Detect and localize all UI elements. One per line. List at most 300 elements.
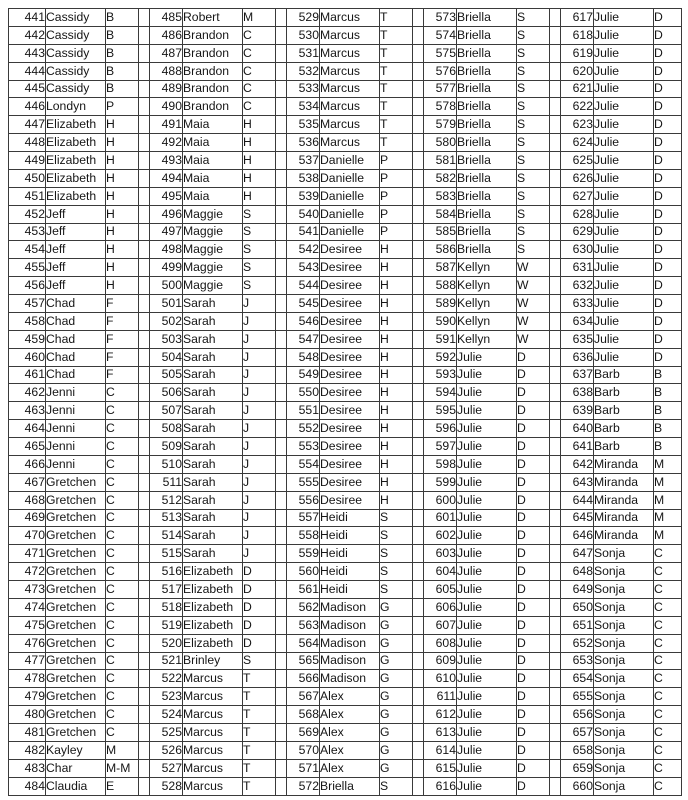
column-spacer	[413, 187, 424, 205]
entry-code: H	[380, 312, 413, 330]
column-spacer	[550, 80, 561, 98]
entry-name: Julie	[594, 62, 654, 80]
entry-code: D	[517, 545, 550, 563]
entry-number: 514	[150, 527, 183, 545]
column-spacer	[413, 277, 424, 295]
entry-number: 486	[150, 26, 183, 44]
entry-name: Maia	[183, 187, 243, 205]
entry-name: Sarah	[183, 455, 243, 473]
entry-name: Alex	[320, 688, 380, 706]
entry-code: F	[106, 366, 139, 384]
column-spacer	[413, 741, 424, 759]
entry-code: S	[243, 652, 276, 670]
entry-number: 623	[561, 116, 594, 134]
column-spacer	[413, 9, 424, 27]
entry-name: Briella	[457, 241, 517, 259]
entry-code: H	[106, 259, 139, 277]
column-spacer	[550, 598, 561, 616]
entry-code: C	[106, 563, 139, 581]
entry-name: Briella	[457, 187, 517, 205]
column-spacer	[413, 348, 424, 366]
entry-name: Briella	[320, 777, 380, 795]
column-spacer	[550, 152, 561, 170]
entry-code: C	[243, 44, 276, 62]
entry-number: 549	[287, 366, 320, 384]
entry-number: 568	[287, 706, 320, 724]
table-row	[9, 438, 682, 456]
entry-name: Miranda	[594, 455, 654, 473]
column-spacer	[276, 545, 287, 563]
entry-number: 569	[287, 724, 320, 742]
table-row	[9, 223, 682, 241]
column-spacer	[139, 366, 150, 384]
entry-number: 612	[424, 706, 457, 724]
table-row	[9, 80, 682, 98]
entry-name: Alex	[320, 706, 380, 724]
entry-code: J	[243, 366, 276, 384]
entry-number: 610	[424, 670, 457, 688]
column-spacer	[276, 277, 287, 295]
entry-code: H	[106, 277, 139, 295]
table-row	[9, 724, 682, 742]
entry-code: H	[380, 455, 413, 473]
entry-number: 461	[9, 366, 46, 384]
entry-name: Madison	[320, 616, 380, 634]
entry-code: D	[517, 473, 550, 491]
entry-number: 478	[9, 670, 46, 688]
entry-code: D	[654, 348, 682, 366]
column-spacer	[139, 312, 150, 330]
entry-name: Gretchen	[46, 706, 106, 724]
entry-number: 585	[424, 223, 457, 241]
entry-number: 587	[424, 259, 457, 277]
entry-code: S	[380, 563, 413, 581]
column-spacer	[276, 259, 287, 277]
entry-name: Sarah	[183, 509, 243, 527]
entry-code: H	[380, 295, 413, 313]
entry-code: C	[106, 438, 139, 456]
entry-number: 632	[561, 277, 594, 295]
entry-number: 460	[9, 348, 46, 366]
entry-number: 462	[9, 384, 46, 402]
entry-code: D	[243, 616, 276, 634]
entry-number: 509	[150, 438, 183, 456]
entry-name: Julie	[457, 473, 517, 491]
entry-name: Julie	[594, 169, 654, 187]
entry-number: 565	[287, 652, 320, 670]
entry-number: 640	[561, 420, 594, 438]
entry-code: J	[243, 545, 276, 563]
entry-name: Julie	[457, 688, 517, 706]
entry-code: G	[380, 616, 413, 634]
entry-code: J	[243, 491, 276, 509]
entry-name: Barb	[594, 384, 654, 402]
column-spacer	[276, 634, 287, 652]
entry-number: 606	[424, 598, 457, 616]
entry-number: 536	[287, 134, 320, 152]
column-spacer	[413, 670, 424, 688]
column-spacer	[550, 402, 561, 420]
entry-code: T	[380, 116, 413, 134]
entry-name: Sonja	[594, 563, 654, 581]
entry-name: Jeff	[46, 223, 106, 241]
entry-name: Julie	[457, 706, 517, 724]
entry-code: J	[243, 330, 276, 348]
entry-name: Maggie	[183, 223, 243, 241]
entry-name: Heidi	[320, 563, 380, 581]
entry-name: Danielle	[320, 223, 380, 241]
entry-code: W	[517, 312, 550, 330]
column-spacer	[276, 62, 287, 80]
column-spacer	[550, 438, 561, 456]
entry-number: 519	[150, 616, 183, 634]
entry-code: H	[106, 241, 139, 259]
entry-name: Gretchen	[46, 616, 106, 634]
entry-name: Briella	[457, 205, 517, 223]
entry-number: 479	[9, 688, 46, 706]
column-spacer	[550, 473, 561, 491]
entry-code: T	[380, 80, 413, 98]
entry-code: S	[380, 581, 413, 599]
column-spacer	[550, 670, 561, 688]
entry-code: C	[654, 616, 682, 634]
entry-name: Kellyn	[457, 330, 517, 348]
entry-code: H	[380, 384, 413, 402]
entry-number: 609	[424, 652, 457, 670]
entry-name: Desiree	[320, 420, 380, 438]
entry-name: Jeff	[46, 205, 106, 223]
entry-number: 617	[561, 9, 594, 27]
column-spacer	[413, 80, 424, 98]
column-spacer	[550, 98, 561, 116]
entry-name: Desiree	[320, 473, 380, 491]
entry-number: 503	[150, 330, 183, 348]
entry-name: Jenni	[46, 420, 106, 438]
entry-name: Claudia	[46, 777, 106, 795]
entry-number: 634	[561, 312, 594, 330]
table-row	[9, 9, 682, 27]
column-spacer	[413, 706, 424, 724]
entry-number: 635	[561, 330, 594, 348]
table-row	[9, 169, 682, 187]
entry-number: 446	[9, 98, 46, 116]
entry-name: Desiree	[320, 277, 380, 295]
entry-number: 463	[9, 402, 46, 420]
column-spacer	[276, 670, 287, 688]
column-spacer	[550, 312, 561, 330]
entry-name: Jenni	[46, 455, 106, 473]
column-spacer	[139, 98, 150, 116]
column-spacer	[550, 545, 561, 563]
entry-name: Elizabeth	[183, 634, 243, 652]
entry-code: D	[243, 581, 276, 599]
entry-number: 566	[287, 670, 320, 688]
entry-name: Madison	[320, 598, 380, 616]
entry-name: Sonja	[594, 652, 654, 670]
entry-code: B	[106, 80, 139, 98]
entry-code: D	[654, 187, 682, 205]
entry-code: S	[517, 241, 550, 259]
entry-number: 488	[150, 62, 183, 80]
entry-number: 499	[150, 259, 183, 277]
column-spacer	[413, 777, 424, 795]
entry-code: B	[654, 438, 682, 456]
entry-code: B	[106, 62, 139, 80]
entry-name: Julie	[457, 384, 517, 402]
entry-number: 651	[561, 616, 594, 634]
entry-name: Briella	[457, 80, 517, 98]
entry-number: 599	[424, 473, 457, 491]
entry-code: D	[517, 688, 550, 706]
entry-code: C	[654, 545, 682, 563]
entry-number: 637	[561, 366, 594, 384]
entry-code: T	[380, 44, 413, 62]
column-spacer	[139, 777, 150, 795]
entry-number: 482	[9, 741, 46, 759]
column-spacer	[413, 438, 424, 456]
entry-code: E	[106, 777, 139, 795]
entry-name: Julie	[457, 509, 517, 527]
table-row	[9, 581, 682, 599]
entry-number: 578	[424, 98, 457, 116]
entry-code: H	[380, 348, 413, 366]
column-spacer	[413, 295, 424, 313]
entry-name: Chad	[46, 330, 106, 348]
entry-code: C	[106, 688, 139, 706]
entry-code: D	[517, 741, 550, 759]
entry-number: 527	[150, 759, 183, 777]
entry-name: Barb	[594, 402, 654, 420]
entry-name: Julie	[457, 724, 517, 742]
entry-name: Gretchen	[46, 670, 106, 688]
entry-number: 550	[287, 384, 320, 402]
entry-number: 468	[9, 491, 46, 509]
entry-number: 631	[561, 259, 594, 277]
column-spacer	[276, 688, 287, 706]
table-row	[9, 205, 682, 223]
column-spacer	[276, 759, 287, 777]
entry-number: 649	[561, 581, 594, 599]
entry-code: G	[380, 634, 413, 652]
entry-code: B	[106, 9, 139, 27]
entry-number: 532	[287, 62, 320, 80]
entry-code: S	[243, 259, 276, 277]
column-spacer	[413, 98, 424, 116]
column-spacer	[139, 348, 150, 366]
entry-number: 643	[561, 473, 594, 491]
column-spacer	[139, 491, 150, 509]
column-spacer	[413, 652, 424, 670]
entry-code: C	[106, 455, 139, 473]
entry-code: S	[517, 62, 550, 80]
column-spacer	[550, 491, 561, 509]
roster-table	[8, 8, 682, 796]
column-spacer	[139, 420, 150, 438]
entry-code: D	[517, 438, 550, 456]
entry-code: M	[654, 491, 682, 509]
table-row	[9, 26, 682, 44]
table-row	[9, 98, 682, 116]
column-spacer	[139, 509, 150, 527]
table-row	[9, 402, 682, 420]
column-spacer	[550, 259, 561, 277]
entry-code: W	[517, 259, 550, 277]
entry-number: 545	[287, 295, 320, 313]
entry-name: Julie	[594, 44, 654, 62]
entry-number: 575	[424, 44, 457, 62]
entry-number: 449	[9, 152, 46, 170]
column-spacer	[139, 759, 150, 777]
entry-number: 530	[287, 26, 320, 44]
entry-number: 508	[150, 420, 183, 438]
entry-number: 611	[424, 688, 457, 706]
column-spacer	[413, 384, 424, 402]
table-row	[9, 62, 682, 80]
entry-number: 513	[150, 509, 183, 527]
entry-name: Elizabeth	[46, 152, 106, 170]
entry-code: T	[380, 9, 413, 27]
entry-code: F	[106, 312, 139, 330]
entry-name: Miranda	[594, 509, 654, 527]
table-row	[9, 455, 682, 473]
column-spacer	[276, 44, 287, 62]
entry-number: 614	[424, 741, 457, 759]
entry-name: Julie	[594, 9, 654, 27]
entry-code: J	[243, 420, 276, 438]
entry-code: S	[517, 152, 550, 170]
column-spacer	[413, 241, 424, 259]
entry-code: B	[654, 402, 682, 420]
column-spacer	[276, 116, 287, 134]
column-spacer	[139, 295, 150, 313]
entry-code: T	[243, 670, 276, 688]
column-spacer	[139, 44, 150, 62]
entry-number: 480	[9, 706, 46, 724]
entry-code: T	[380, 98, 413, 116]
column-spacer	[413, 134, 424, 152]
entry-name: Kellyn	[457, 295, 517, 313]
entry-code: S	[517, 80, 550, 98]
entry-code: M-M	[106, 759, 139, 777]
entry-code: S	[243, 277, 276, 295]
entry-name: Gretchen	[46, 581, 106, 599]
entry-name: Maggie	[183, 259, 243, 277]
entry-code: D	[517, 563, 550, 581]
entry-code: S	[380, 545, 413, 563]
table-row	[9, 634, 682, 652]
entry-code: B	[106, 44, 139, 62]
column-spacer	[139, 187, 150, 205]
column-spacer	[550, 9, 561, 27]
entry-name: Briella	[457, 152, 517, 170]
entry-code: H	[380, 366, 413, 384]
entry-name: Miranda	[594, 473, 654, 491]
entry-code: D	[654, 223, 682, 241]
entry-number: 515	[150, 545, 183, 563]
entry-name: Alex	[320, 724, 380, 742]
entry-number: 497	[150, 223, 183, 241]
column-spacer	[139, 259, 150, 277]
entry-number: 582	[424, 169, 457, 187]
entry-number: 633	[561, 295, 594, 313]
table-row	[9, 741, 682, 759]
entry-number: 652	[561, 634, 594, 652]
entry-name: Sonja	[594, 759, 654, 777]
entry-number: 620	[561, 62, 594, 80]
entry-code: G	[380, 652, 413, 670]
entry-name: Sonja	[594, 670, 654, 688]
column-spacer	[413, 330, 424, 348]
entry-name: Briella	[457, 116, 517, 134]
entry-name: Alex	[320, 741, 380, 759]
entry-number: 654	[561, 670, 594, 688]
column-spacer	[276, 402, 287, 420]
column-spacer	[413, 491, 424, 509]
entry-name: Madison	[320, 670, 380, 688]
entry-number: 659	[561, 759, 594, 777]
column-spacer	[276, 509, 287, 527]
entry-number: 570	[287, 741, 320, 759]
entry-number: 447	[9, 116, 46, 134]
column-spacer	[550, 205, 561, 223]
column-spacer	[139, 527, 150, 545]
entry-code: C	[106, 616, 139, 634]
table-row	[9, 652, 682, 670]
column-spacer	[413, 402, 424, 420]
entry-number: 598	[424, 455, 457, 473]
column-spacer	[413, 634, 424, 652]
entry-name: Elizabeth	[183, 581, 243, 599]
entry-number: 485	[150, 9, 183, 27]
entry-code: D	[654, 62, 682, 80]
entry-name: Julie	[457, 366, 517, 384]
entry-code: C	[106, 581, 139, 599]
entry-number: 452	[9, 205, 46, 223]
entry-code: H	[106, 187, 139, 205]
column-spacer	[139, 26, 150, 44]
entry-name: Barb	[594, 438, 654, 456]
entry-number: 641	[561, 438, 594, 456]
entry-name: Jenni	[46, 384, 106, 402]
table-row	[9, 330, 682, 348]
entry-number: 491	[150, 116, 183, 134]
entry-code: C	[654, 706, 682, 724]
entry-number: 518	[150, 598, 183, 616]
entry-name: Desiree	[320, 491, 380, 509]
entry-name: Sarah	[183, 312, 243, 330]
entry-code: C	[106, 634, 139, 652]
entry-code: J	[243, 312, 276, 330]
column-spacer	[550, 581, 561, 599]
column-spacer	[413, 366, 424, 384]
entry-code: G	[380, 598, 413, 616]
entry-code: H	[243, 134, 276, 152]
entry-name: Julie	[457, 759, 517, 777]
entry-name: Kellyn	[457, 259, 517, 277]
entry-code: H	[106, 169, 139, 187]
entry-number: 511	[150, 473, 183, 491]
column-spacer	[276, 205, 287, 223]
entry-number: 648	[561, 563, 594, 581]
column-spacer	[413, 724, 424, 742]
entry-name: Julie	[457, 545, 517, 563]
column-spacer	[276, 80, 287, 98]
column-spacer	[550, 348, 561, 366]
entry-name: Heidi	[320, 527, 380, 545]
entry-code: S	[243, 223, 276, 241]
entry-code: P	[106, 98, 139, 116]
entry-name: Briella	[457, 223, 517, 241]
